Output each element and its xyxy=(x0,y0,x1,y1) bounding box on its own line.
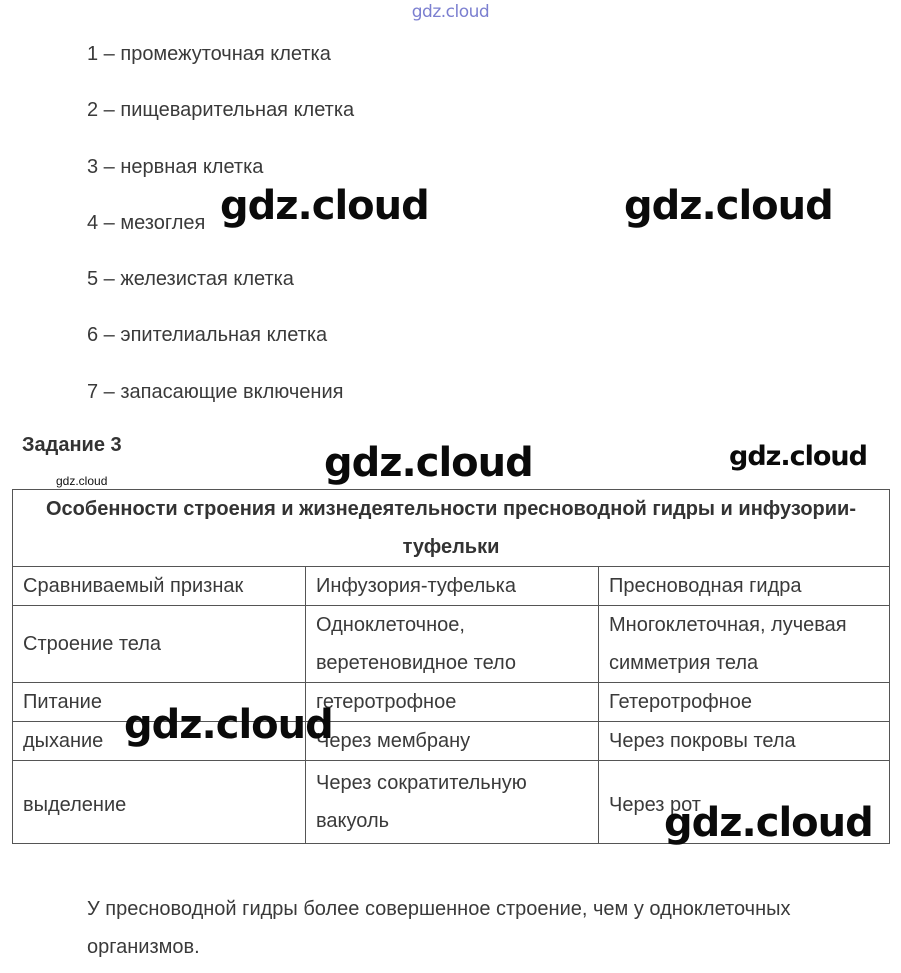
header-cell: Инфузория-туфелька xyxy=(306,567,599,606)
conclusion-text: У пресноводной гидры более совершенное строение, чем у одноклеточных организмов. xyxy=(87,898,791,958)
table-cell: Питание xyxy=(13,683,306,722)
legend-list xyxy=(87,40,354,434)
table-cell: выделение xyxy=(13,761,306,844)
table-caption-row xyxy=(13,490,890,567)
legend-item: 1 – промежуточная клетка xyxy=(87,43,331,65)
comparison-table xyxy=(12,489,890,844)
table-cell: гетеротрофное xyxy=(306,683,599,722)
legend-item: 3 – нервная клетка xyxy=(87,155,264,178)
legend-item: 4 – мезоглея xyxy=(87,211,206,234)
legend-item: 7 – запасающие включения xyxy=(87,380,344,403)
table-cell: дыхание xyxy=(13,722,306,761)
legend-item: 6 – эпителиальная клетка xyxy=(87,324,328,347)
table-caption: Особенности строения и жизнедеятельности пресноводной гидры и инфузории-туфельки xyxy=(13,490,890,567)
watermark-overlay: gdz.cloud xyxy=(324,440,533,486)
table-cell: Гетеротрофное xyxy=(599,683,890,722)
watermark-overlay: gdz.cloud xyxy=(124,702,333,748)
table-cell: Одноклеточное, веретеновидное тело xyxy=(306,606,599,683)
table-cell: Строение тела xyxy=(13,606,306,683)
watermark-overlay: gdz.cloud xyxy=(624,183,833,229)
watermark-overlay: gdz.cloud xyxy=(664,800,873,846)
watermark-overlay: gdz.cloud xyxy=(729,441,867,472)
table-cell: Через сократительную вакуоль xyxy=(306,761,599,844)
header-cell: Сравниваемый признак xyxy=(13,567,306,606)
watermark-top: gdz.cloud xyxy=(411,2,490,22)
watermark-overlay: gdz.cloud xyxy=(220,183,429,229)
header-cell: Пресноводная гидра xyxy=(599,567,890,606)
task-title: Задание 3 xyxy=(22,434,122,456)
watermark-small: gdz.cloud xyxy=(56,474,108,488)
table-cell: Через рот xyxy=(599,761,890,844)
table-cell: Через покровы тела xyxy=(599,722,890,761)
table-cell: Многоклеточная, лучевая симметрия тела xyxy=(599,606,890,683)
table-header-row xyxy=(13,567,890,606)
table-cell: Через мембрану xyxy=(306,722,599,761)
table-row xyxy=(13,606,890,683)
legend-item: 2 – пищеварительная клетка xyxy=(87,99,355,122)
legend-item: 5 – железистая клетка xyxy=(87,268,294,291)
